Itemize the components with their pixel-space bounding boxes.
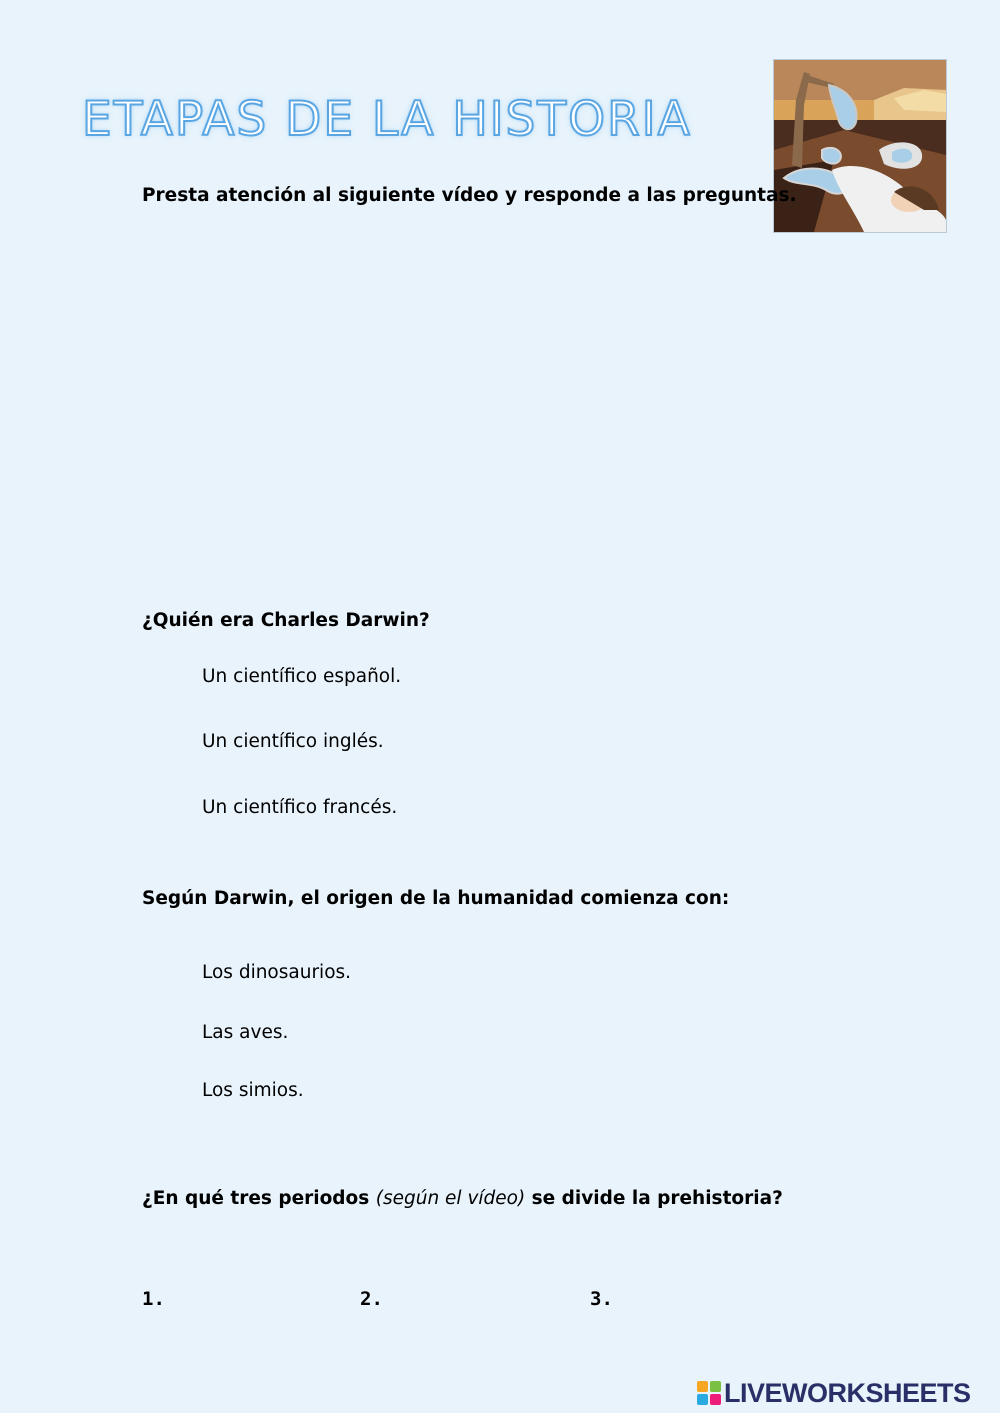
- question-1-text: ¿Quién era Charles Darwin?: [142, 610, 430, 631]
- question-2-option-3[interactable]: Los simios.: [202, 1080, 304, 1101]
- question-3-text-end: se divide la prehistoria?: [531, 1188, 783, 1209]
- melting-clocks-painting-image: [774, 60, 946, 232]
- question-1-option-1[interactable]: Un científico español.: [202, 666, 402, 687]
- question-2-option-1[interactable]: Los dinosaurios.: [202, 962, 352, 983]
- question-2-text: Según Darwin, el origen de la humanidad comienza con:: [142, 888, 730, 909]
- liveworksheets-logo-icon: [697, 1381, 721, 1405]
- answer-1-label[interactable]: 1.: [142, 1288, 165, 1310]
- answer-2-label[interactable]: 2.: [360, 1288, 383, 1310]
- question-1-option-3[interactable]: Un científico francés.: [202, 797, 398, 818]
- question-3-text-start: ¿En qué tres periodos: [142, 1188, 370, 1209]
- question-3-text-italic: (según el vídeo): [375, 1188, 526, 1209]
- header-painting: [773, 59, 947, 233]
- question-3-text: [142, 1188, 783, 1209]
- worksheet-title: ETAPAS DE LA HISTORIA: [82, 92, 692, 147]
- liveworksheets-logo-text: LIVEWORKSHEETS: [724, 1377, 971, 1408]
- question-1-option-2[interactable]: Un científico inglés.: [202, 731, 384, 752]
- instruction-text: Presta atención al siguiente vídeo y responde a las preguntas.: [142, 185, 797, 206]
- answer-3-label[interactable]: 3.: [590, 1288, 613, 1310]
- liveworksheets-logo[interactable]: [697, 1378, 971, 1408]
- question-2-option-2[interactable]: Las aves.: [202, 1022, 289, 1043]
